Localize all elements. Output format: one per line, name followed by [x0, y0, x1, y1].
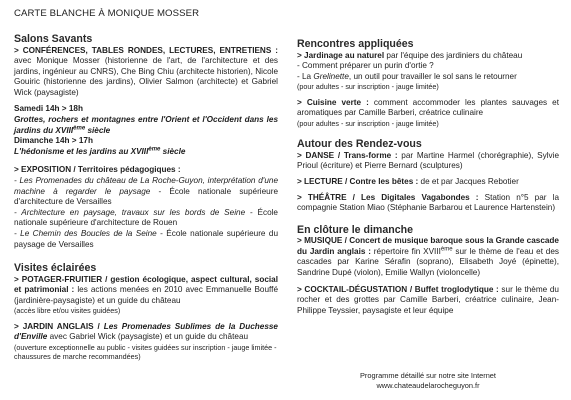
jardinage-note: (pour adultes - sur inscription - jauge limitée): [297, 82, 439, 92]
left-column: [14, 8, 278, 362]
cuisine-paragraph: [297, 98, 559, 119]
potager-title: > POTAGER-FRUITIER / gestion écologique, aspect cultural, social et patrimonial :: [14, 274, 278, 295]
lecture-text: de et par Jacques Rebotier: [418, 176, 519, 186]
cocktail-paragraph: [297, 285, 559, 317]
cuisine-note: (pour adultes - sur inscription - jauge limitée): [297, 118, 439, 128]
potager-note: (accès libre et/ou visites guidées): [14, 306, 121, 316]
footer-website: www.chateaudelarocheguyon.fr: [376, 380, 480, 390]
sunday-time: Dimanche 14h > 17h: [14, 136, 93, 146]
section-heading-cloture: En clôture le dimanche: [297, 223, 413, 236]
jardin-title: > JARDIN ANGLAIS /: [14, 321, 104, 331]
potager-paragraph: [14, 275, 278, 307]
cuisine-text: comment accommoder les plantes sauvages et aromatiques par Camille Barberi, créatrice culinaire: [297, 97, 559, 118]
theatre-title: > THÉÂTRE / Les Digitales Vagabondes :: [297, 192, 479, 202]
danse-paragraph: [297, 151, 559, 172]
danse-title: > DANSE / Trans-forme :: [297, 150, 398, 160]
exposition-item-1: [14, 176, 278, 208]
musique-text-1: répertoire fin XVIII: [370, 246, 441, 256]
musique-sup: ème: [440, 246, 453, 253]
sunday-topic-sup: ème: [148, 146, 161, 153]
cocktail-title: > COCKTAIL-DÉGUSTATION / Buffet troglodytique :: [297, 284, 499, 294]
theatre-paragraph: [297, 193, 559, 214]
exposition-item-1-title: - Les Promenades du château de La Roche-Guyon, interprétation d'une machine à regarder le paysage: [14, 176, 278, 196]
section-heading-visites: Visites éclairées: [14, 262, 97, 275]
exposition-item-2: [14, 208, 278, 229]
saturday-topic: [14, 115, 278, 136]
exposition-title: > EXPOSITION / Territoires pédagogiques :: [14, 165, 181, 175]
jardinage-question-1: - Comment préparer un purin d'ortie ?: [297, 61, 434, 71]
saturday-time: Samedi 14h > 18h: [14, 104, 83, 114]
exposition-item-2-title: - Architecture en paysage, travaux sur les bords de Seine: [14, 207, 246, 217]
cuisine-title: > Cuisine verte :: [297, 97, 369, 107]
exposition-item-1-school: - École nationale supérieure d'architecture de Versailles: [14, 186, 279, 207]
jardin-italic-title: Les Promenades Sublimes de la Duchesse d'Enville: [14, 321, 278, 342]
jardinage-paragraph: [297, 51, 559, 62]
musique-paragraph: [297, 236, 559, 278]
section-heading-autour: Autour des Rendez-vous: [297, 138, 422, 151]
potager-text: les actions menées en 2010 avec Emmanuelle Bouffé (jardinière-paysagiste) et un guide du château: [14, 285, 278, 305]
danse-text: par Martine Harmel (chorégraphie), Sylvie Prioul (écriture) et Pierre Bernard (sculptures): [297, 150, 560, 171]
right-column: [297, 38, 559, 316]
theatre-text: Station n°5 par la compagnie Station Miao (Stéphanie Barbarou et Laurence Hartenstein): [297, 192, 559, 213]
exposition-item-3-school: - École nationale supérieure du paysage de Versailles: [14, 229, 279, 249]
exposition-item-3-title: - Le Chemin des Boucles de la Seine: [14, 229, 157, 238]
exposition-item-2-school: - École nationale supérieure d'architecture de Rouen: [14, 207, 278, 228]
jardinage-text: par l'équipe des jardiniers du château: [384, 50, 523, 60]
footer: [297, 371, 559, 390]
jardinage-q2-prefix: - La: [297, 71, 314, 81]
jardinage-question-2: [297, 72, 559, 83]
lecture-title: > LECTURE / Contre les bêtes :: [297, 176, 419, 186]
saturday-topic-sup: ème: [73, 124, 86, 131]
page-title: CARTE BLANCHE À MONIQUE MOSSER: [14, 8, 200, 19]
conferences-text: avec Monique Mosser (historienne de l'art, de l'architecture et des jardins, ingénieur au CNRS), Che Bing Chiu (architecte historien), Nicole Gouiric (historienne des jardins), Olivier Salmon (architecte) et Gabriel Wick (paysagiste): [14, 56, 278, 97]
jardin-text: avec Gabriel Wick (paysagiste) et un guide du château: [47, 332, 249, 342]
saturday-topic-text: Grottes, rochers et montagnes entre l'Orient et l'Occident dans les jardins du XVIII: [14, 115, 278, 135]
jardinage-q2-tool: Grelinette: [313, 71, 349, 81]
section-heading-salons: Salons Savants: [14, 33, 93, 45]
sunday-topic-end: siècle: [160, 146, 186, 156]
lecture-paragraph: [297, 177, 559, 188]
musique-title: > MUSIQUE / Concert de musique baroque sous la Grande cascade du Jardin anglais :: [297, 236, 559, 256]
jardin-note: (ouverture exceptionnelle au public - visites guidées sur inscription - jauge limitée - chaussures de marche recommandées): [14, 343, 277, 362]
conferences-paragraph: [14, 46, 278, 99]
sunday-topic-text: L'hédonisme et les jardins au XVIII: [14, 146, 149, 156]
footer-program-note: Programme détaillé sur notre site Internet: [360, 371, 496, 380]
exposition-item-3: [14, 229, 278, 250]
jardinage-q2-suffix: , un outil pour travailler le sol sans le retourner: [348, 71, 517, 81]
conferences-title: > CONFÉRENCES, TABLES RONDES, LECTURES, ENTRETIENS :: [14, 45, 278, 55]
jardin-paragraph: [14, 322, 278, 343]
musique-text-2: sur le thème de l'eau et des cascades par Karine Sérafin (soprano), Elisabeth Joyé (épinette), Sandrine Dupé (violon), Emilie Wallyn (violoncelle): [297, 246, 559, 278]
saturday-topic-end: siècle: [85, 125, 111, 135]
jardinage-title: > Jardinage au naturel: [297, 50, 385, 60]
section-heading-rencontres: Rencontres appliquées: [297, 38, 414, 50]
sunday-topic: [14, 147, 278, 158]
cocktail-text: sur le thème du rocher et des grottes par Camille Barberi, créatrice culinaire, Jean-Philippe Teyssier, paysagiste et leur équipe: [297, 284, 559, 315]
